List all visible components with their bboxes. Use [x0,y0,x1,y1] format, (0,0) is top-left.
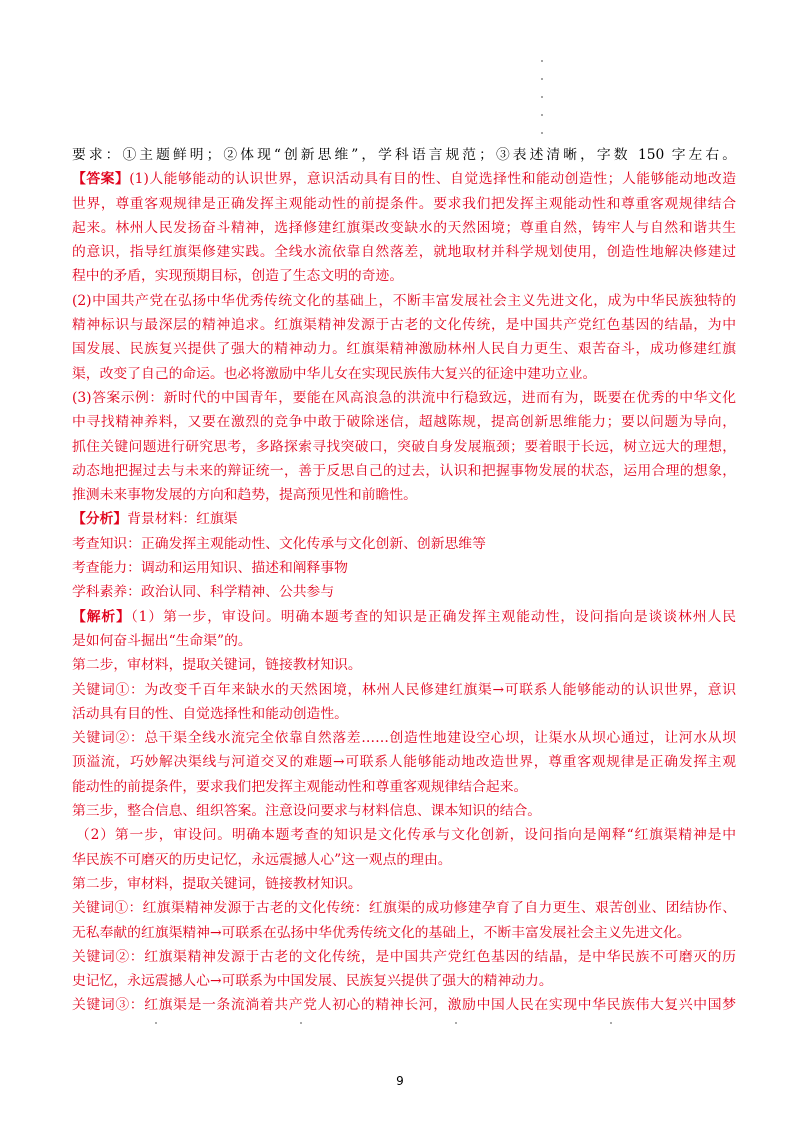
answer-line: 国发展、民族复兴提供了强大的精神动力。红旗渠精神激励林州人民自力更生、艰苦奋斗，成功修建红旗 [72,341,736,358]
answer-tag: 【答案】 [72,171,130,188]
answer-line-1: 【答案】(1)人能够能动的认识世界，意识活动具有目的性、自觉选择性和能动创造性；人能够能动地改造 [72,171,736,188]
answer-line: 程中的矛盾，实现预期目标，创造了生态文明的奇迹。 [72,268,404,285]
answer-line: 世界，尊重客观规律是正确发挥主观能动性的前提条件。要求我们把发挥主观能动性和尊重客观规律结合 [72,195,736,212]
explanation-line: 顶溢流，巧妙解决渠线与河道交叉的难题→可联系人能够能动地改造世界，尊重客观规律是正确发挥主观 [72,754,736,771]
answer-line: 精神标识与最深层的精神追求。红旗渠精神发源于古老的文化传统，是中国共产党红色基因的结晶，为中 [72,317,736,334]
explanation-line: 关键词①：为改变千百年来缺水的天然困境，林州人民修建红旗渠→可联系人能够能动的认识世界，意识 [72,681,736,698]
analysis-ability: 考查能力：调动和运用知识、描述和阐释事物 [72,560,348,577]
page-content [72,143,736,1018]
explanation-line-1: 【解析】（1）第一步，审设问。明确本题考查的知识是正确发挥主观能动性，设问指向是谈谈林州人民 [72,608,736,625]
page-number: 9 [396,1074,404,1088]
explanation-line: 关键词②：红旗渠精神发源于古老的文化传统，是中国共产党红色基因的结晶，是中华民族不可磨灭的历 [72,948,736,965]
explanation-line: 是如何奋斗掘出“生命渠”的。 [72,632,252,649]
answer-line: 中寻找精神养料，又要在激烈的竞争中敢于破除迷信，超越陈规，提高创新思维能力；要以问题为导向， [72,414,736,431]
margin-dots [541,60,545,140]
explanation-line: 史记忆，永远震撼人心→可联系为中国发展、民族复兴提供了强大的精神动力。 [72,973,553,990]
answer-line: 推测未来事物发展的方向和趋势，提高预见性和前瞻性。 [72,487,417,504]
answer-line: (2)中国共产党在弘扬中华优秀传统文化的基础上，不断丰富发展社会主义先进文化，成为中华民族独特的 [72,292,736,309]
requirement-line: 要求：①主题鲜明；②体现“创新思维”，学科语言规范；③表述清晰，字数 150 字左右。 [72,147,736,163]
explanation-line: 活动具有目的性、自觉选择性和能动创造性。 [72,705,348,722]
explanation-line: 能动性的前提条件，要求我们把发挥主观能动性和尊重客观规律结合起来。 [72,778,528,795]
explanation-line: 华民族不可磨灭的历史记忆，永远震撼人心”这一观点的理由。 [72,851,452,868]
answer-line: 起来。林州人民发扬奋斗精神，选择修建红旗渠改变缺水的天然困境；尊重自然，铸牢人与自然和谐共生 [72,219,736,236]
explanation-line: 第二步，审材料，提取关键词，链接教材知识。 [72,875,362,892]
explanation-line: 第三步，整合信息、组织答案。注意设问要求与材料信息、课本知识的结合。 [72,803,542,820]
analysis-knowledge: 考查知识：正确发挥主观能动性、文化传承与文化创新、创新思维等 [72,535,486,552]
footer-dots [0,1022,800,1026]
explanation-line: 关键词②：总干渠全线水流完全依靠自然落差……创造性地建设空心坝，让渠水从坝心通过，让河水从坝 [72,730,736,747]
answer-line: 渠，改变了自己的命运。也必将激励中华儿女在实现民族伟大复兴的征途中建功立业。 [72,365,597,382]
explanation-line: 关键词①：红旗渠精神发源于古老的文化传统：红旗渠的成功修建孕育了自力更生、艰苦创业、团结协作、 [72,900,736,917]
answer-line: 抓住关键问题进行研究思考，多路探索寻找突破口，突破自身发展瓶颈；要着眼于长远，树立远大的理想， [72,438,736,455]
answer-line: 的意识，指导红旗渠修建实践。全线水流依靠自然落差，就地取材并科学规划使用，创造性地解决修建过 [72,244,736,261]
explanation-line: 无私奉献的红旗渠精神→可联系在弘扬中华优秀传统文化的基础上，不断丰富发展社会主义先进文化。 [72,924,691,941]
answer-line: 动态地把握过去与未来的辩证统一，善于反思自己的过去，认识和把握事物发展的状态，运用合理的想象， [72,462,736,479]
analysis-literacy: 学科素养：政治认同、科学精神、公共参与 [72,584,335,601]
explanation-line: （2）第一步，审设问。明确本题考查的知识是文化传承与文化创新，设问指向是阐释“红旗渠精神是中 [76,827,736,844]
explanation-line: 关键词③：红旗渠是一条流淌着共产党人初心的精神长河，激励中国人民在实现中华民族伟大复兴中国梦 [72,997,736,1014]
analysis-tag: 【分析】 [72,511,128,528]
answer-line: (3)答案示例：新时代的中国青年，要能在风高浪急的洪流中行稳致远，进而有为，既要在优秀的中华文化 [72,389,736,406]
analysis-line-1: 【分析】背景材料：红旗渠 [72,511,238,528]
explanation-line: 第二步，审材料，提取关键词，链接教材知识。 [72,657,362,674]
explanation-tag: 【解析】 [72,608,131,625]
